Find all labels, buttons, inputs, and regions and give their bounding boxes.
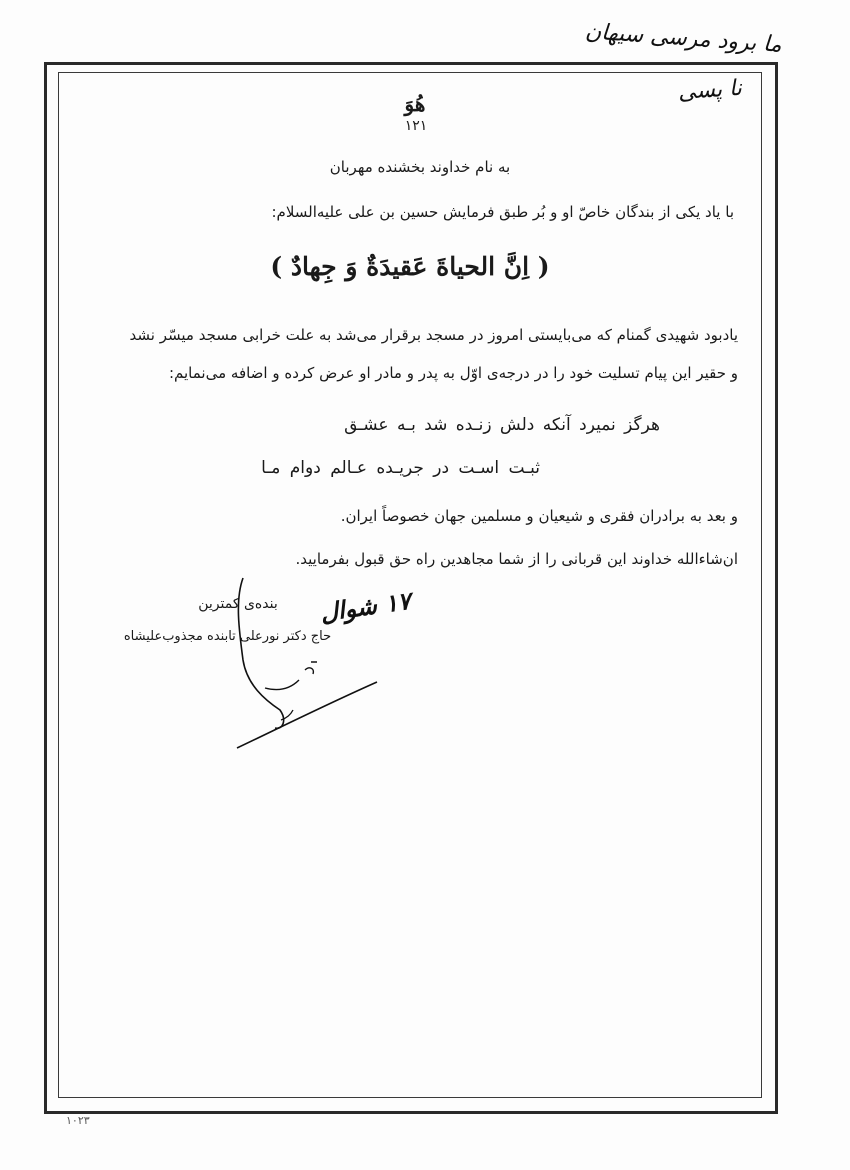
signer-name: حاج دکتر نورعلی تابنده مجذوب‌علیشاه (123, 629, 332, 644)
handwritten-date: ۱۷ شوال (318, 585, 413, 628)
paragraph-3: ان‌شاءالله خداوند این قربانی را از شما مجاهدین راه حق قبول بفرمایید. (295, 550, 738, 568)
archive-mark: ۱۰۲۳ (66, 1114, 90, 1127)
handwritten-top-note: ما برود مرسی سیهان (584, 19, 783, 58)
basmala: به نام خداوند بخشنده مهربان (329, 158, 511, 176)
verse-line-1: هرگز نمیرد آنکه دلش زنـده شد بـه عشـق (344, 415, 660, 435)
paragraph-2: و بعد به برادران فقری و شیعیان و مسلمین جهان خصوصاً ایران. (340, 507, 738, 525)
verse-line-2: ثبـت اسـت در جریـده عـالم دوام مـا (261, 458, 540, 478)
paragraph-1-line-1: یادبود شهیدی گمنام که می‌بایستی امروز در مسجد برقرار می‌شد به علت خرابی مسجد میسّر نشد (129, 326, 738, 344)
signer-title: بنده‌ی کمترین (198, 596, 278, 612)
page-number: ۱۲۱ (404, 118, 428, 134)
intro-line: با یاد یکی از بندگان خاصّ او و بُر طبق فرمایش حسین بن علی علیه‌السلام: (271, 203, 734, 221)
hadith-quote: ( اِنَّ الحیاةَ عَقیدَةٌ وَ جِهادٌ ) (270, 252, 550, 281)
inner-border (58, 72, 762, 1098)
paragraph-1-line-2: و حقیر این پیام تسلیت خود را در درجه‌ی اوّل به پدر و مادر او عرض کرده و اضافه می‌نمایم: (168, 364, 738, 382)
handwritten-signature (225, 570, 395, 760)
invocation-hu: هُوَ (404, 92, 426, 116)
handwritten-top-note-2: نا پسی (677, 75, 743, 106)
